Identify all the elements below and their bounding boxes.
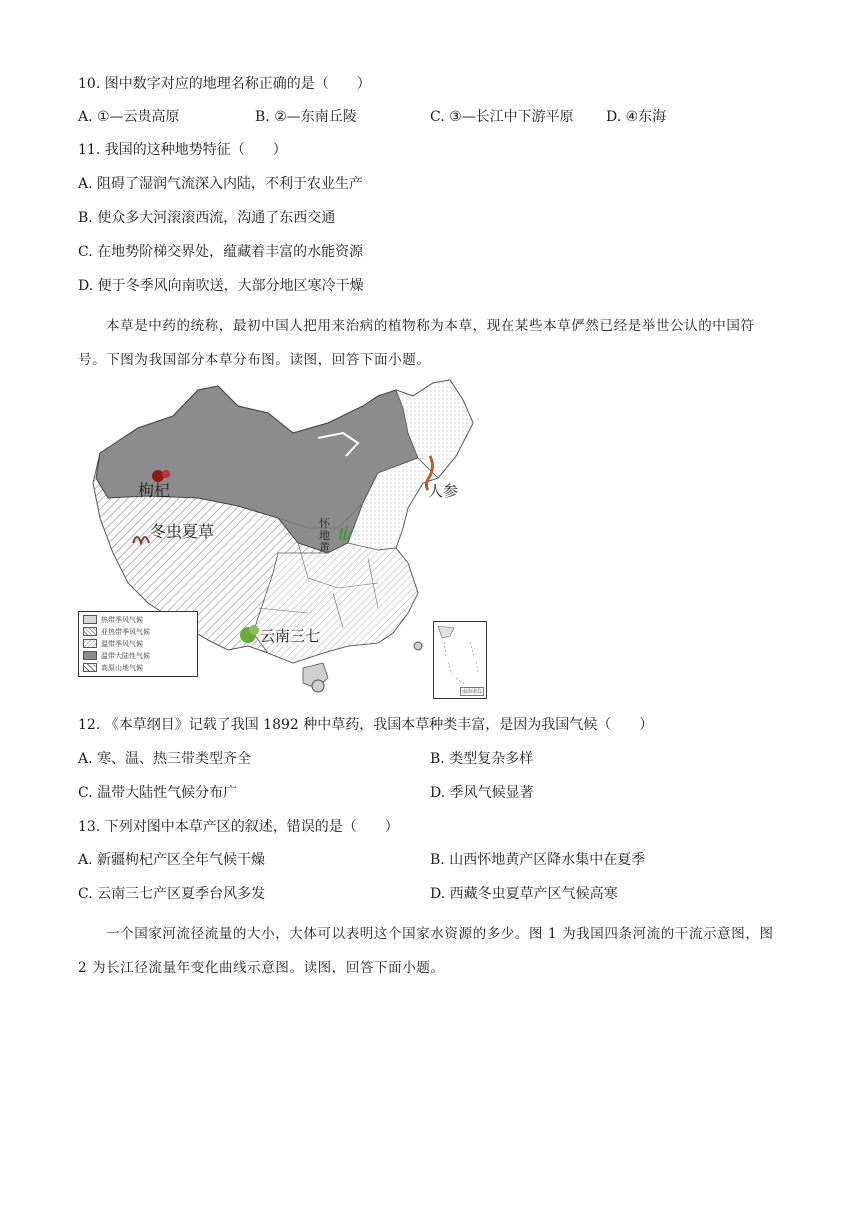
q12-option-c: C. 温带大陆性气候分布广	[78, 785, 238, 801]
legend-swatch-continental	[83, 651, 97, 660]
legend-text-subtropical: 亚热带季风气候	[101, 627, 150, 636]
label-gouqi: 枸杞	[138, 481, 171, 500]
q10-option-a: A. ①—云贵高原	[78, 109, 180, 125]
legend-text-plateau: 高原山地气候	[101, 663, 143, 672]
legend-subtropical	[83, 627, 150, 636]
passage-rivers	[78, 917, 780, 985]
passage-herbs-text: 本草是中药的统称，最初中国人把用来治病的植物称为本草，现在某些本草俨然已经是举世公认的中国符号。下图为我国部分本草分布图。读图，回答下面小题。	[78, 318, 755, 368]
q13-option-c: C. 云南三七产区夏季台风多发	[78, 886, 266, 902]
inset-dashes	[444, 642, 478, 684]
hainan-island	[312, 680, 324, 692]
q12-option-a: A. 寒、温、热三带类型齐全	[78, 751, 252, 767]
q11-option-c: C. 在地势阶梯交界处，蕴藏着丰富的水能资源	[78, 244, 364, 260]
south-china-sea-inset	[433, 621, 487, 699]
q12-option-d: D. 季风气候显著	[430, 785, 534, 801]
label-sanqi: 云南三七	[260, 627, 321, 645]
q11-stem: 11. 我国的这种地势特征（ ）	[78, 142, 287, 158]
taiwan-island	[414, 642, 422, 650]
gouqi-marker-2	[162, 470, 170, 478]
legend-text-continental: 温带大陆性气候	[101, 651, 150, 660]
label-renshen: 人参	[428, 482, 459, 500]
inset-coast	[438, 626, 454, 638]
legend-tropical	[83, 615, 143, 624]
q10-option-b: B. ②—东南丘陵	[255, 109, 357, 125]
q11-option-a: A. 阻碍了湿润气流深入内陆，不利于农业生产	[78, 176, 364, 192]
sanqi-marker-2	[249, 625, 259, 635]
q11-option-b: B. 使众多大河滚滚西流，沟通了东西交通	[78, 210, 336, 226]
q10-stem: 10. 图中数字对应的地理名称正确的是（ ）	[78, 76, 371, 92]
map-legend	[78, 611, 198, 677]
q12-stem: 12. 《本草纲目》记载了我国 1892 种中草药，我国本草种类丰富，是因为我国气候（ ）	[78, 717, 654, 733]
legend-swatch-temperate	[83, 639, 97, 648]
legend-swatch-subtropical	[83, 627, 97, 636]
q13-stem: 13. 下列对图中本草产区的叙述，错误的是（ ）	[78, 819, 399, 835]
legend-swatch-tropical	[83, 615, 97, 624]
label-chongcao: 冬虫夏草	[150, 522, 215, 541]
label-huaidihuang: 怀地黄	[319, 517, 330, 554]
q13-option-b: B. 山西怀地黄产区降水集中在夏季	[430, 852, 646, 868]
legend-plateau	[83, 663, 143, 672]
q10-option-c: C. ③—长江中下游平原	[430, 109, 574, 125]
q13-option-d: D. 西藏冬虫夏草产区气候高寒	[430, 886, 618, 902]
passage-herbs	[78, 309, 780, 377]
passage-rivers-text: 一个国家河流径流量的大小，大体可以表明这个国家水资源的多少。图 1 为我国四条河流的干流示意图，图 2 为长江径流量年变化曲线示意图。读图，回答下面小题。	[78, 926, 774, 976]
q10-option-d: D. ④东海	[606, 109, 667, 125]
q11-option-d: D. 便于冬季风向南吹送，大部分地区寒冷干燥	[78, 278, 364, 294]
inset-label: 南海诸岛	[461, 689, 482, 695]
legend-text-temperate: 温带季风气候	[101, 639, 143, 648]
q12-option-b: B. 类型复杂多样	[430, 751, 534, 767]
legend-continental	[83, 651, 150, 660]
legend-text-tropical: 热带季风气候	[101, 615, 143, 624]
herb-distribution-map	[78, 378, 488, 703]
q13-option-a: A. 新疆枸杞产区全年气候干燥	[78, 852, 266, 868]
legend-temperate	[83, 639, 143, 648]
legend-swatch-plateau	[83, 663, 97, 672]
